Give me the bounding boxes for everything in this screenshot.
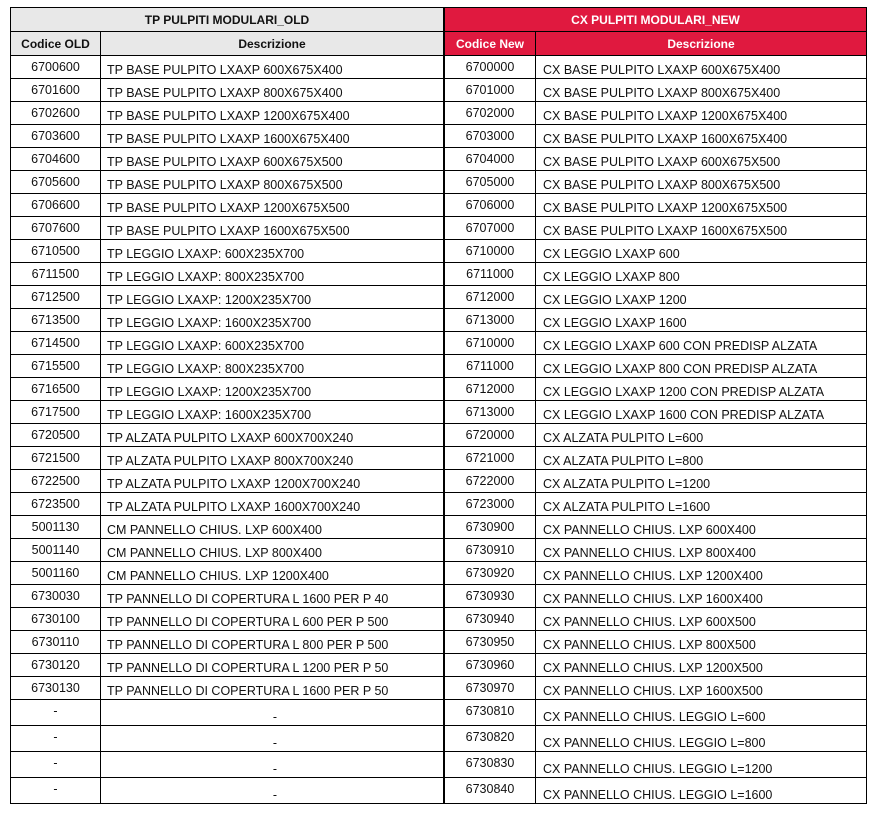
new-code-cell: 6730940 bbox=[445, 608, 536, 631]
new-code-cell: 6730820 bbox=[445, 726, 536, 752]
new-desc-cell: CX PANNELLO CHIUS. LEGGIO L=600 bbox=[536, 700, 867, 726]
new-desc-cell: CX PANNELLO CHIUS. LXP 800X400 bbox=[536, 539, 867, 562]
old-code-cell: - bbox=[10, 726, 101, 752]
old-desc-cell: TP ALZATA PULPITO LXAXP 1600X700X240 bbox=[101, 493, 445, 516]
old-desc-cell: TP BASE PULPITO LXAXP 1200X675X400 bbox=[101, 102, 445, 125]
new-desc-cell: CX PANNELLO CHIUS. LXP 1200X500 bbox=[536, 654, 867, 677]
group-header-row bbox=[10, 7, 867, 32]
old-code-cell: 6712500 bbox=[10, 286, 101, 309]
table-row bbox=[10, 470, 867, 493]
col-old-desc-header: Descrizione bbox=[101, 32, 445, 56]
old-desc-cell: TP BASE PULPITO LXAXP 800X675X500 bbox=[101, 171, 445, 194]
new-code-cell: 6702000 bbox=[445, 102, 536, 125]
col-old-code-header: Codice OLD bbox=[10, 32, 101, 56]
old-desc-cell: TP LEGGIO LXAXP: 600X235X700 bbox=[101, 332, 445, 355]
old-desc-cell: - bbox=[101, 700, 445, 726]
new-code-cell: 6704000 bbox=[445, 148, 536, 171]
old-code-cell: - bbox=[10, 778, 101, 804]
new-code-cell: 6730930 bbox=[445, 585, 536, 608]
new-desc-cell: CX LEGGIO LXAXP 600 bbox=[536, 240, 867, 263]
old-code-cell: 5001130 bbox=[10, 516, 101, 539]
table-row bbox=[10, 778, 867, 804]
new-desc-cell: CX BASE PULPITO LXAXP 800X675X400 bbox=[536, 79, 867, 102]
table-row bbox=[10, 752, 867, 778]
table-row bbox=[10, 102, 867, 125]
new-group-header: CX PULPITI MODULARI_NEW bbox=[445, 7, 867, 32]
new-code-cell: 6730810 bbox=[445, 700, 536, 726]
old-code-cell: - bbox=[10, 752, 101, 778]
old-desc-cell: TP LEGGIO LXAXP: 1200X235X700 bbox=[101, 286, 445, 309]
new-code-cell: 6730910 bbox=[445, 539, 536, 562]
new-desc-cell: CX ALZATA PULPITO L=1200 bbox=[536, 470, 867, 493]
old-code-cell: 6717500 bbox=[10, 401, 101, 424]
table-row bbox=[10, 332, 867, 355]
new-code-cell: 6730960 bbox=[445, 654, 536, 677]
old-code-cell: 6714500 bbox=[10, 332, 101, 355]
old-desc-cell: - bbox=[101, 726, 445, 752]
table-row bbox=[10, 286, 867, 309]
new-code-cell: 6711000 bbox=[445, 263, 536, 286]
new-desc-cell: CX BASE PULPITO LXAXP 1600X675X400 bbox=[536, 125, 867, 148]
new-desc-cell: CX BASE PULPITO LXAXP 600X675X500 bbox=[536, 148, 867, 171]
table-row bbox=[10, 355, 867, 378]
new-desc-cell: CX BASE PULPITO LXAXP 1200X675X500 bbox=[536, 194, 867, 217]
new-code-cell: 6730920 bbox=[445, 562, 536, 585]
table-row bbox=[10, 562, 867, 585]
table-row bbox=[10, 378, 867, 401]
old-code-cell: 6707600 bbox=[10, 217, 101, 240]
old-desc-cell: TP BASE PULPITO LXAXP 1600X675X400 bbox=[101, 125, 445, 148]
new-desc-cell: CX LEGGIO LXAXP 600 CON PREDISP ALZATA bbox=[536, 332, 867, 355]
new-desc-cell: CX PANNELLO CHIUS. LEGGIO L=1600 bbox=[536, 778, 867, 804]
new-desc-cell: CX LEGGIO LXAXP 1200 bbox=[536, 286, 867, 309]
old-desc-cell: TP LEGGIO LXAXP: 1200X235X700 bbox=[101, 378, 445, 401]
new-code-cell: 6701000 bbox=[445, 79, 536, 102]
old-desc-cell: TP ALZATA PULPITO LXAXP 600X700X240 bbox=[101, 424, 445, 447]
table-row bbox=[10, 424, 867, 447]
new-code-cell: 6730830 bbox=[445, 752, 536, 778]
table-row bbox=[10, 401, 867, 424]
new-code-cell: 6712000 bbox=[445, 378, 536, 401]
new-desc-cell: CX LEGGIO LXAXP 1200 CON PREDISP ALZATA bbox=[536, 378, 867, 401]
new-code-cell: 6713000 bbox=[445, 309, 536, 332]
table-row bbox=[10, 56, 867, 79]
old-code-cell: 5001160 bbox=[10, 562, 101, 585]
old-desc-cell: CM PANNELLO CHIUS. LXP 800X400 bbox=[101, 539, 445, 562]
table-row bbox=[10, 240, 867, 263]
old-desc-cell: TP BASE PULPITO LXAXP 600X675X400 bbox=[101, 56, 445, 79]
table-row bbox=[10, 148, 867, 171]
old-desc-cell: CM PANNELLO CHIUS. LXP 600X400 bbox=[101, 516, 445, 539]
new-desc-cell: CX PANNELLO CHIUS. LEGGIO L=1200 bbox=[536, 752, 867, 778]
old-code-cell: 6700600 bbox=[10, 56, 101, 79]
old-code-cell: 6705600 bbox=[10, 171, 101, 194]
new-code-cell: 6720000 bbox=[445, 424, 536, 447]
old-code-cell: 6702600 bbox=[10, 102, 101, 125]
old-desc-cell: TP LEGGIO LXAXP: 1600X235X700 bbox=[101, 309, 445, 332]
table-body bbox=[10, 56, 867, 804]
old-code-cell: 6730100 bbox=[10, 608, 101, 631]
old-desc-cell: TP LEGGIO LXAXP: 800X235X700 bbox=[101, 355, 445, 378]
new-code-cell: 6723000 bbox=[445, 493, 536, 516]
old-desc-cell: TP LEGGIO LXAXP: 1600X235X700 bbox=[101, 401, 445, 424]
new-code-cell: 6710000 bbox=[445, 332, 536, 355]
old-desc-cell: TP BASE PULPITO LXAXP 1600X675X500 bbox=[101, 217, 445, 240]
old-code-cell: 6722500 bbox=[10, 470, 101, 493]
table-row bbox=[10, 194, 867, 217]
new-desc-cell: CX LEGGIO LXAXP 1600 bbox=[536, 309, 867, 332]
table-row bbox=[10, 171, 867, 194]
old-desc-cell: CM PANNELLO CHIUS. LXP 1200X400 bbox=[101, 562, 445, 585]
new-code-cell: 6730970 bbox=[445, 677, 536, 700]
table-row bbox=[10, 309, 867, 332]
new-code-cell: 6730840 bbox=[445, 778, 536, 804]
old-desc-cell: TP BASE PULPITO LXAXP 800X675X400 bbox=[101, 79, 445, 102]
new-desc-cell: CX BASE PULPITO LXAXP 1600X675X500 bbox=[536, 217, 867, 240]
new-desc-cell: CX LEGGIO LXAXP 800 CON PREDISP ALZATA bbox=[536, 355, 867, 378]
column-header-row bbox=[10, 32, 867, 56]
new-desc-cell: CX PANNELLO CHIUS. LEGGIO L=800 bbox=[536, 726, 867, 752]
new-desc-cell: CX ALZATA PULPITO L=1600 bbox=[536, 493, 867, 516]
table-row bbox=[10, 631, 867, 654]
old-code-cell: 6720500 bbox=[10, 424, 101, 447]
old-desc-cell: TP PANNELLO DI COPERTURA L 800 PER P 500 bbox=[101, 631, 445, 654]
new-code-cell: 6706000 bbox=[445, 194, 536, 217]
old-code-cell: 6721500 bbox=[10, 447, 101, 470]
old-desc-cell: - bbox=[101, 752, 445, 778]
old-code-cell: 6730030 bbox=[10, 585, 101, 608]
col-new-code-header: Codice New bbox=[445, 32, 536, 56]
table-row bbox=[10, 608, 867, 631]
comparison-table bbox=[10, 7, 867, 804]
new-code-cell: 6730900 bbox=[445, 516, 536, 539]
new-desc-cell: CX BASE PULPITO LXAXP 1200X675X400 bbox=[536, 102, 867, 125]
old-desc-cell: TP PANNELLO DI COPERTURA L 1600 PER P 50 bbox=[101, 677, 445, 700]
new-code-cell: 6700000 bbox=[445, 56, 536, 79]
old-code-cell: 6704600 bbox=[10, 148, 101, 171]
new-code-cell: 6721000 bbox=[445, 447, 536, 470]
old-code-cell: 6703600 bbox=[10, 125, 101, 148]
old-group-header: TP PULPITI MODULARI_OLD bbox=[10, 7, 445, 32]
table-row bbox=[10, 263, 867, 286]
new-desc-cell: CX PANNELLO CHIUS. LXP 800X500 bbox=[536, 631, 867, 654]
new-code-cell: 6710000 bbox=[445, 240, 536, 263]
table-row bbox=[10, 125, 867, 148]
new-code-cell: 6730950 bbox=[445, 631, 536, 654]
old-desc-cell: TP ALZATA PULPITO LXAXP 800X700X240 bbox=[101, 447, 445, 470]
old-code-cell: 6730130 bbox=[10, 677, 101, 700]
old-code-cell: 6706600 bbox=[10, 194, 101, 217]
old-code-cell: 6711500 bbox=[10, 263, 101, 286]
table-row bbox=[10, 217, 867, 240]
old-desc-cell: - bbox=[101, 778, 445, 804]
new-desc-cell: CX ALZATA PULPITO L=800 bbox=[536, 447, 867, 470]
old-code-cell: 6730120 bbox=[10, 654, 101, 677]
table-row bbox=[10, 493, 867, 516]
new-desc-cell: CX PANNELLO CHIUS. LXP 600X500 bbox=[536, 608, 867, 631]
old-code-cell: 6715500 bbox=[10, 355, 101, 378]
old-code-cell: 6716500 bbox=[10, 378, 101, 401]
new-desc-cell: CX PANNELLO CHIUS. LXP 1600X500 bbox=[536, 677, 867, 700]
new-code-cell: 6712000 bbox=[445, 286, 536, 309]
new-code-cell: 6711000 bbox=[445, 355, 536, 378]
new-code-cell: 6713000 bbox=[445, 401, 536, 424]
table-row bbox=[10, 654, 867, 677]
table-row bbox=[10, 447, 867, 470]
old-desc-cell: TP BASE PULPITO LXAXP 600X675X500 bbox=[101, 148, 445, 171]
old-code-cell: - bbox=[10, 700, 101, 726]
new-code-cell: 6703000 bbox=[445, 125, 536, 148]
old-code-cell: 6723500 bbox=[10, 493, 101, 516]
table-row bbox=[10, 79, 867, 102]
old-code-cell: 6701600 bbox=[10, 79, 101, 102]
new-desc-cell: CX LEGGIO LXAXP 800 bbox=[536, 263, 867, 286]
new-desc-cell: CX PANNELLO CHIUS. LXP 600X400 bbox=[536, 516, 867, 539]
old-desc-cell: TP LEGGIO LXAXP: 600X235X700 bbox=[101, 240, 445, 263]
old-code-cell: 6713500 bbox=[10, 309, 101, 332]
old-code-cell: 5001140 bbox=[10, 539, 101, 562]
old-code-cell: 6730110 bbox=[10, 631, 101, 654]
new-desc-cell: CX ALZATA PULPITO L=600 bbox=[536, 424, 867, 447]
table-row bbox=[10, 677, 867, 700]
table-row bbox=[10, 700, 867, 726]
new-code-cell: 6722000 bbox=[445, 470, 536, 493]
table-row bbox=[10, 539, 867, 562]
table-row bbox=[10, 585, 867, 608]
old-desc-cell: TP PANNELLO DI COPERTURA L 1600 PER P 40 bbox=[101, 585, 445, 608]
old-desc-cell: TP BASE PULPITO LXAXP 1200X675X500 bbox=[101, 194, 445, 217]
old-desc-cell: TP LEGGIO LXAXP: 800X235X700 bbox=[101, 263, 445, 286]
new-desc-cell: CX PANNELLO CHIUS. LXP 1200X400 bbox=[536, 562, 867, 585]
old-desc-cell: TP ALZATA PULPITO LXAXP 1200X700X240 bbox=[101, 470, 445, 493]
new-desc-cell: CX BASE PULPITO LXAXP 600X675X400 bbox=[536, 56, 867, 79]
old-desc-cell: TP PANNELLO DI COPERTURA L 600 PER P 500 bbox=[101, 608, 445, 631]
new-desc-cell: CX LEGGIO LXAXP 1600 CON PREDISP ALZATA bbox=[536, 401, 867, 424]
old-desc-cell: TP PANNELLO DI COPERTURA L 1200 PER P 50 bbox=[101, 654, 445, 677]
new-code-cell: 6705000 bbox=[445, 171, 536, 194]
col-new-desc-header: Descrizione bbox=[536, 32, 867, 56]
old-code-cell: 6710500 bbox=[10, 240, 101, 263]
table-row bbox=[10, 726, 867, 752]
new-code-cell: 6707000 bbox=[445, 217, 536, 240]
new-desc-cell: CX PANNELLO CHIUS. LXP 1600X400 bbox=[536, 585, 867, 608]
table-row bbox=[10, 516, 867, 539]
new-desc-cell: CX BASE PULPITO LXAXP 800X675X500 bbox=[536, 171, 867, 194]
